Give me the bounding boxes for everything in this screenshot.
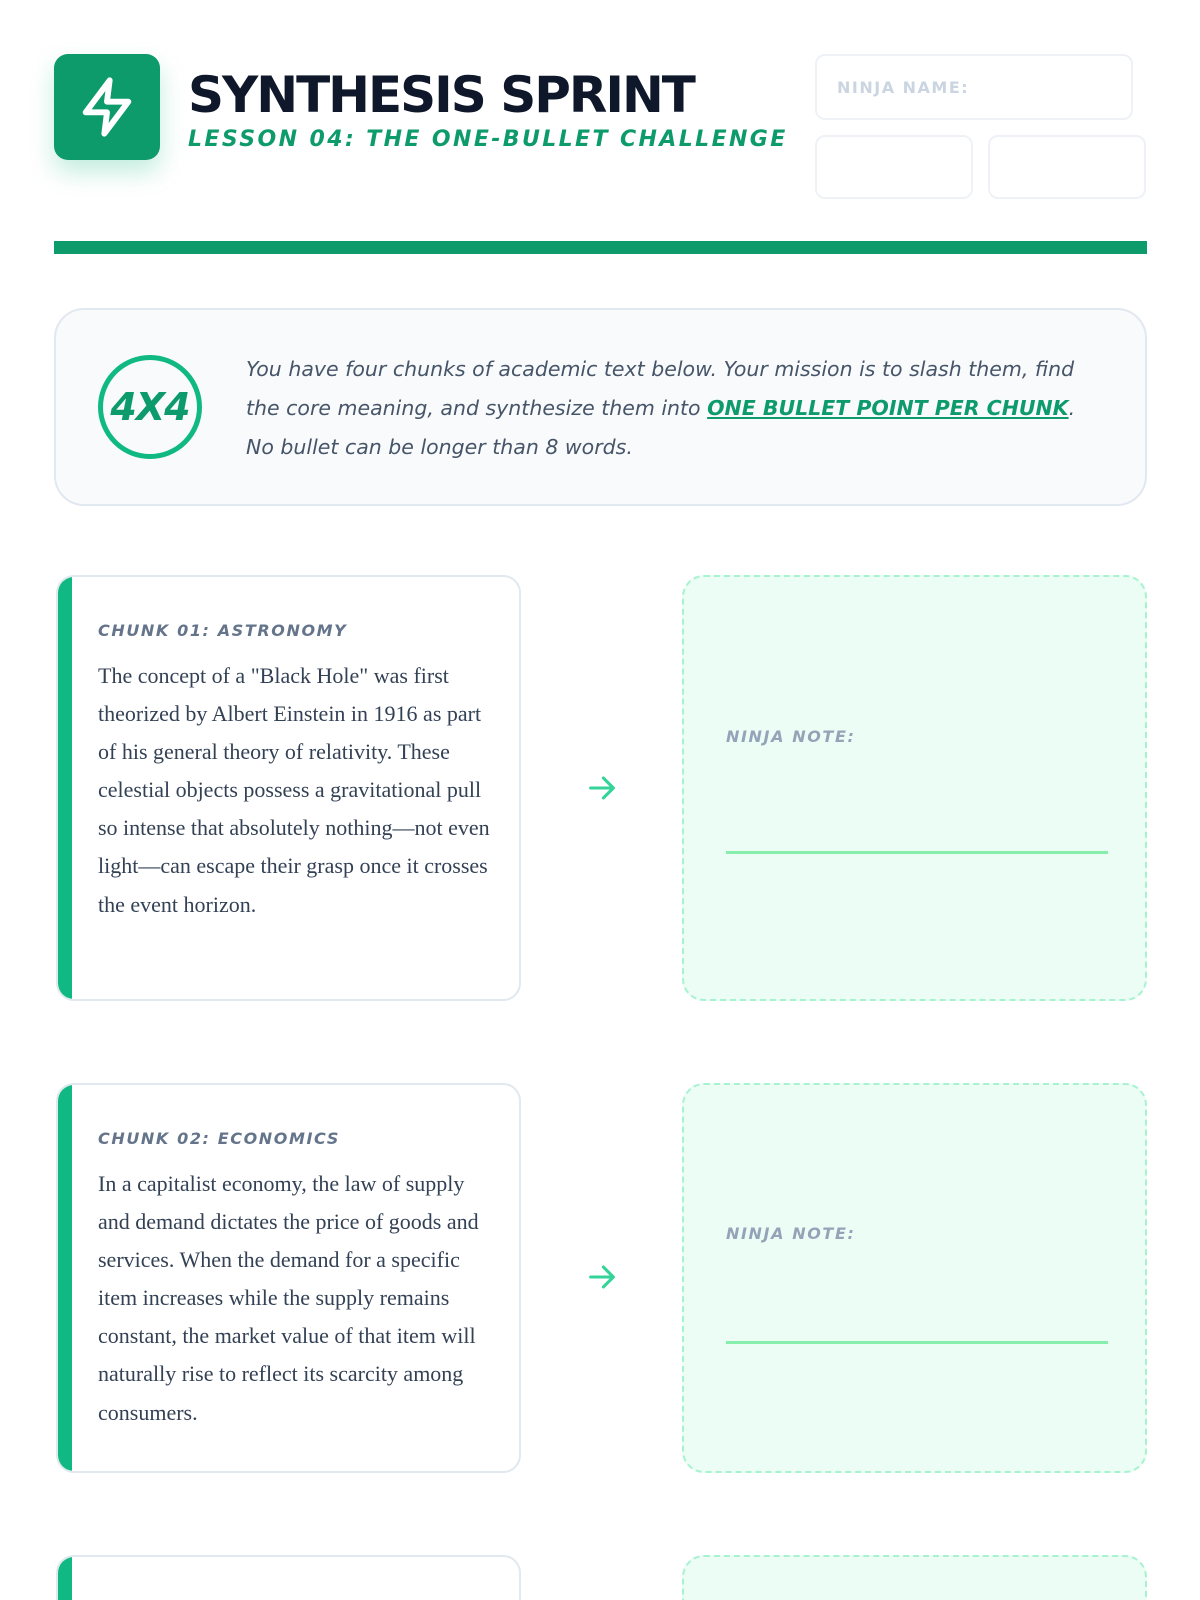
chunk-text: The concept of a "Black Hole" was first theorized by Albert Einstein in 1916 as part of his general theory of relativity. These celestial objects possess a gravitational pull so intense that absolutely nothing—not even light—can escape their grasp once it crosses the event horizon. [98, 663, 490, 917]
ninja-note-box-1[interactable] [682, 575, 1147, 1001]
chunk-label: CHUNK 02: ECONOMICS [98, 1129, 340, 1148]
info-field-left[interactable] [815, 135, 973, 199]
lightning-bolt-icon [75, 75, 139, 139]
arrow-right-icon [585, 771, 619, 805]
ninja-name-label: NINJA NAME: [837, 78, 970, 97]
chunk-accent-bar [58, 1085, 72, 1471]
chunk-card-partial [56, 1555, 521, 1600]
chunk-label: CHUNK 01: ASTRONOMY [98, 621, 348, 640]
chunk-text: In a capitalist economy, the law of supply and demand dictates the price of goods and services. When the demand for a specific item increases while the supply remains constant, the market value of that item will naturally rise to reflect its scarcity among consumers. [98, 1171, 479, 1425]
ninja-note-label: NINJA NOTE: [726, 727, 856, 746]
lesson-subtitle: LESSON 04: THE ONE-BULLET CHALLENGE [188, 127, 788, 152]
four-by-four-badge: 4X4 [98, 355, 202, 459]
mission-box [54, 308, 1147, 506]
ninja-note-box-2[interactable] [682, 1083, 1147, 1473]
mission-highlight: ONE BULLET POINT PER CHUNK [707, 396, 1069, 420]
info-field-right[interactable] [988, 135, 1146, 199]
logo-badge [54, 54, 160, 160]
header-divider [54, 241, 1147, 254]
chunk-card-economics [56, 1083, 521, 1473]
mission-text-intro: You have four chunks of academic text below. Your mission is to slash them, find the core meaning, and synthesize them into [246, 357, 1075, 420]
ninja-note-write-line[interactable] [726, 1341, 1108, 1344]
mission-instructions [246, 350, 1106, 467]
chunk-accent-bar [58, 1557, 72, 1600]
mission-text-rule: . No bullet can be longer than 8 words. [246, 396, 1076, 459]
ninja-note-box-partial[interactable] [682, 1555, 1147, 1600]
ninja-note-label: NINJA NOTE: [726, 1224, 856, 1243]
page-title: SYNTHESIS SPRINT [188, 66, 694, 124]
ninja-note-write-line[interactable] [726, 851, 1108, 854]
arrow-right-icon [585, 1260, 619, 1294]
chunk-accent-bar [58, 577, 72, 999]
ninja-name-field[interactable] [815, 54, 1133, 120]
chunk-card-astronomy [56, 575, 521, 1001]
